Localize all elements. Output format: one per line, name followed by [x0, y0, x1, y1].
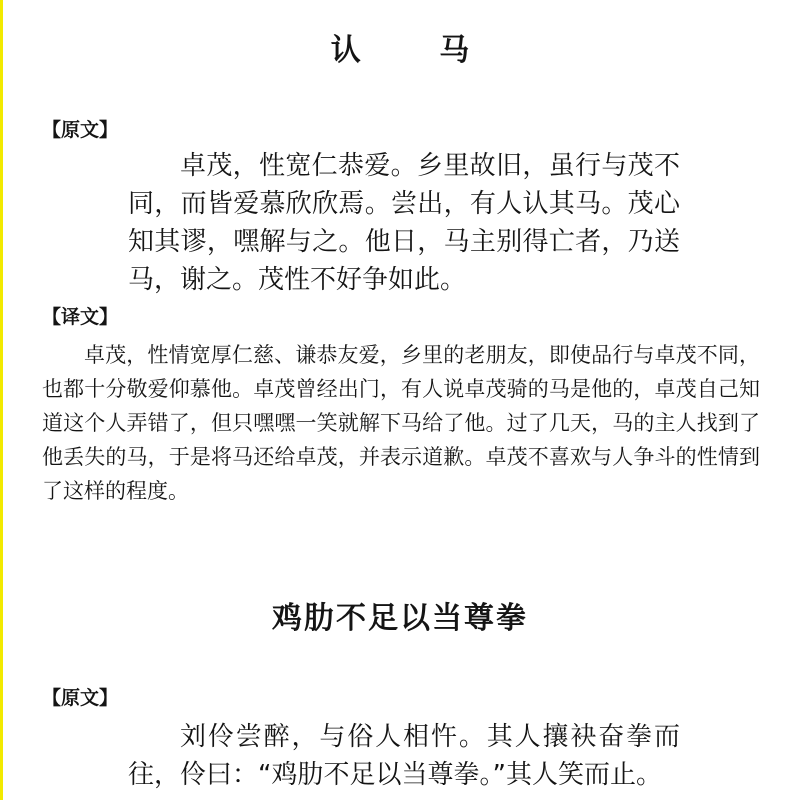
story-title: 鸡肋不足以当尊拳: [272, 601, 528, 636]
original-text-label: 【原文】: [42, 687, 119, 709]
translation-paragraph: 卓茂，性情宽厚仁慈、谦恭友爱，乡里的老朋友，即使品行与卓茂不同，也都十分敬爱仰慕他。卓茂曾经出门，有人说卓茂骑的马是他的，卓茂自己知道这个人弄错了，但只嘿嘿一笑就解下马给了他。过了几天，马的主人找到了他丢失的马，于是将马还给卓茂，并表示道歉。卓茂不喜欢与人争斗的性情到了这样的程度。: [42, 343, 760, 503]
original-text-paragraph: 卓茂，性宽仁恭爱。乡里故旧，虽行与茂不同，而皆爱慕欣欣焉。尝出，有人认其马。茂心知其谬，嘿解与之。他日，马主别得亡者，乃送马，谢之。茂性不好争如此。: [128, 151, 680, 295]
translation-label: 【译文】: [42, 306, 119, 328]
page-edge-stripe: [0, 0, 3, 800]
story-title: 认 马: [330, 33, 504, 68]
original-text-label: 【原文】: [42, 119, 119, 141]
original-text-paragraph: 刘伶尝醉，与俗人相忤。其人攘袂奋拳而往，伶曰：“鸡肋不足以当尊拳。”其人笑而止。: [128, 722, 680, 790]
